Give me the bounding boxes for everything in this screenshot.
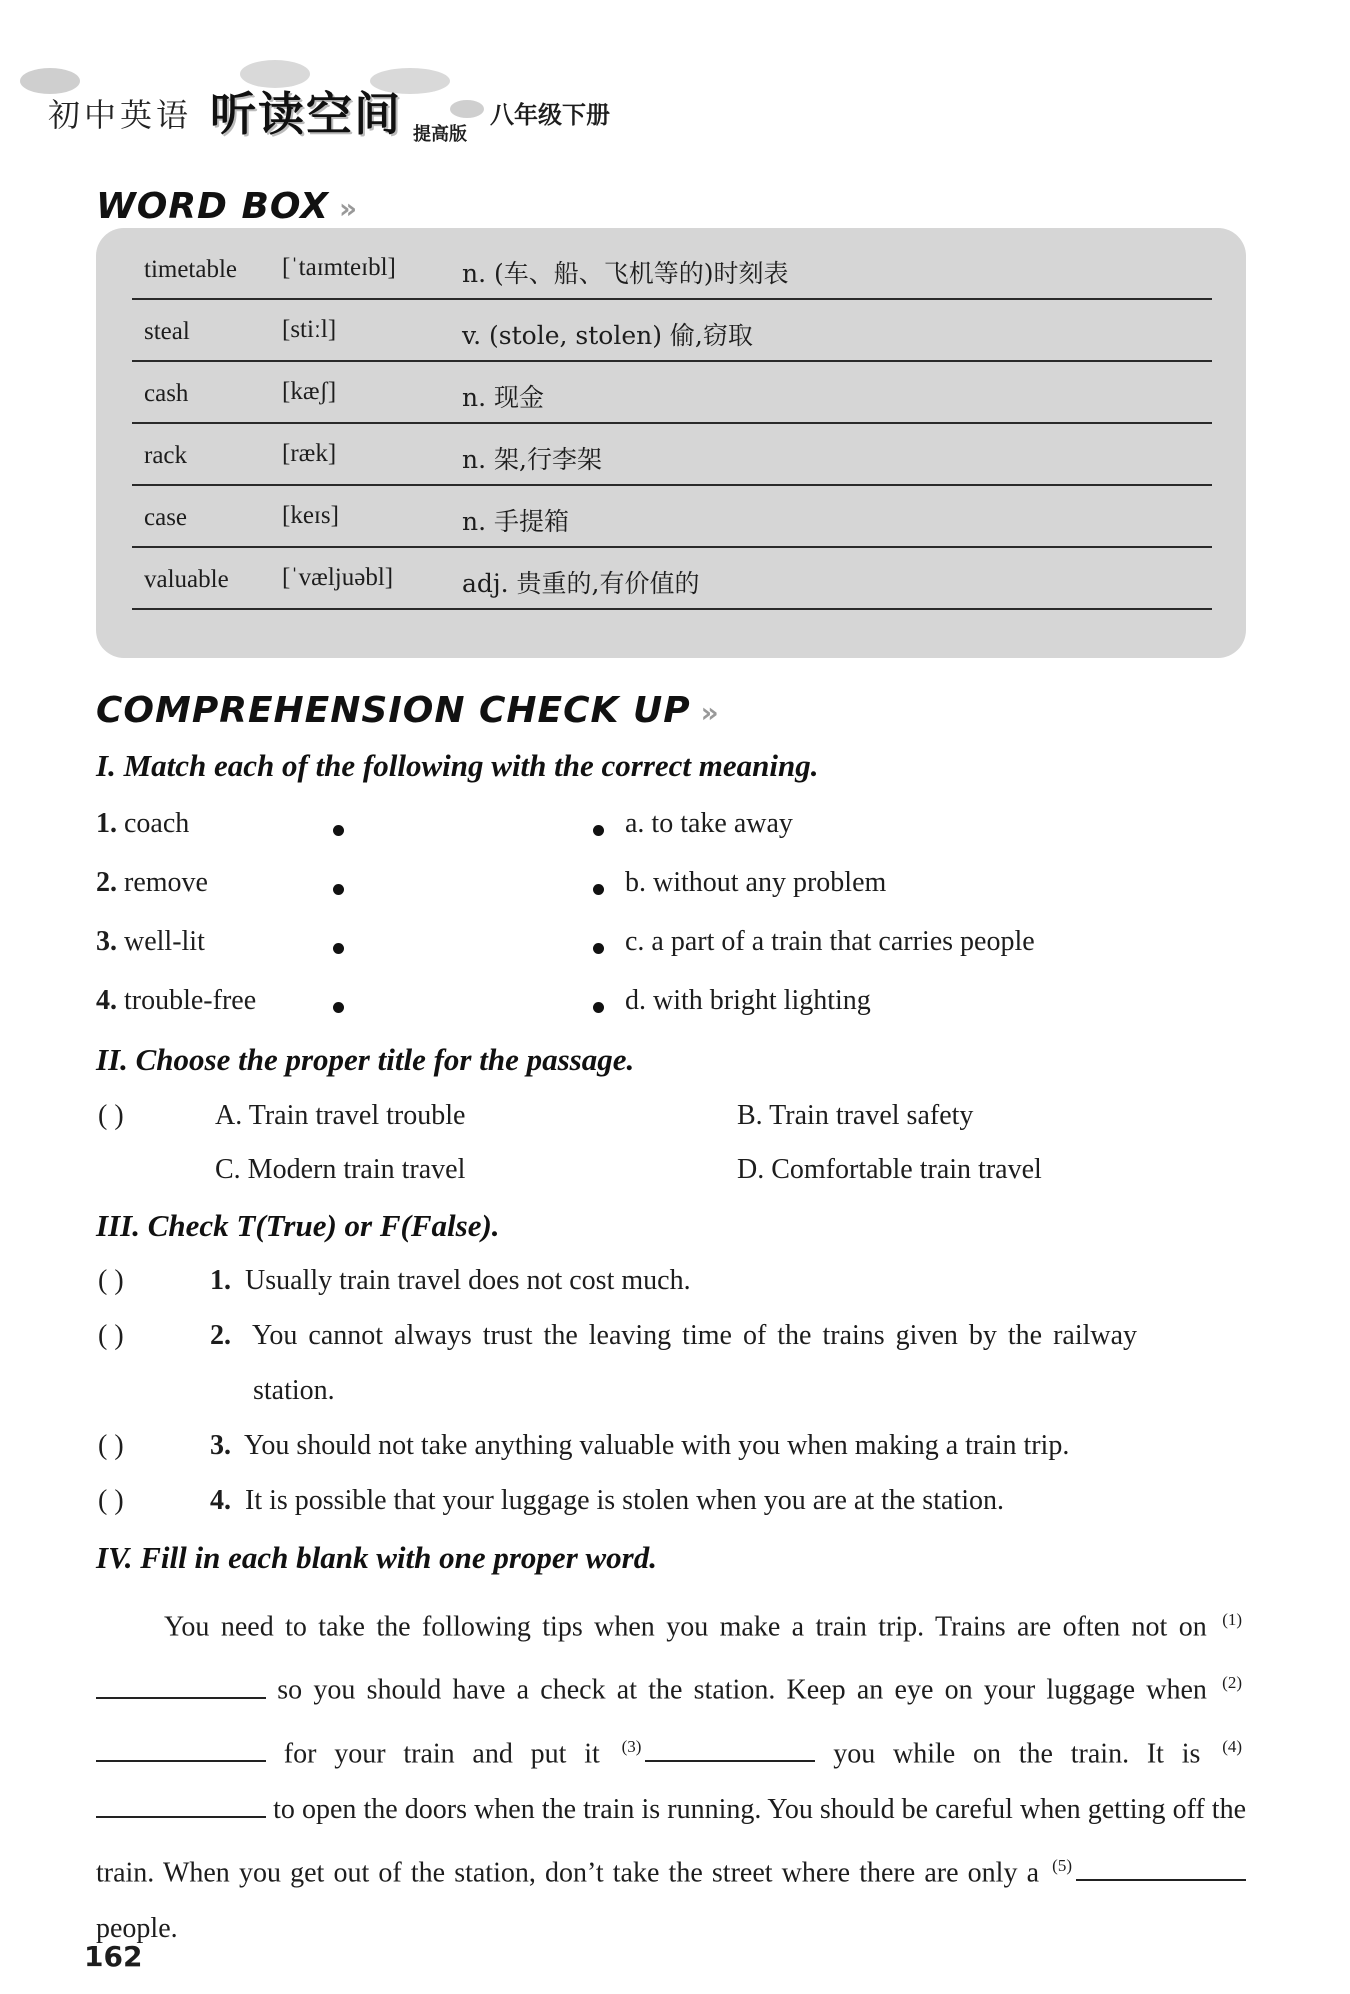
page-number: 162 xyxy=(84,1940,143,1973)
comprehension-heading-text: COMPREHENSION CHECK UP xyxy=(96,690,691,731)
answer-blank[interactable]: ( ) xyxy=(98,1100,124,1131)
part1-title: I. Match each of the following with the correct meaning. xyxy=(96,748,819,783)
edition-label: 提高版 xyxy=(413,124,467,145)
answer-blank[interactable]: ( ) xyxy=(98,1485,124,1516)
match-left-item xyxy=(96,867,208,899)
match-dot-left[interactable] xyxy=(333,943,344,954)
phonetic: [keɪs] xyxy=(282,502,339,529)
part2-title: II. Choose the proper title for the passage. xyxy=(96,1042,635,1077)
tf-statement-continued: station. xyxy=(253,1375,335,1406)
comprehension-heading xyxy=(96,690,720,731)
grade-label: 八年级下册 xyxy=(490,101,610,129)
match-dot-right[interactable] xyxy=(593,943,604,954)
part4-title: IV. Fill in each blank with one proper word. xyxy=(96,1540,657,1575)
item-text: well-lit xyxy=(124,926,205,957)
match-right-item: a. to take away xyxy=(625,808,793,839)
item-number: 3. xyxy=(96,926,117,957)
match-dot-left[interactable] xyxy=(333,884,344,895)
word: timetable xyxy=(144,256,238,283)
match-right-item: b. without any problem xyxy=(625,867,887,898)
item-text: coach xyxy=(124,808,190,839)
item-number: 3. xyxy=(210,1430,231,1461)
phonetic: [stiːl] xyxy=(282,316,337,343)
match-left-item xyxy=(96,808,189,840)
tf-statement xyxy=(210,1430,1069,1462)
blank-number: (1) xyxy=(1222,1610,1243,1629)
answer-blank[interactable]: ( ) xyxy=(98,1320,124,1351)
item-text: remove xyxy=(124,867,208,898)
fill-blank-5[interactable] xyxy=(1076,1849,1246,1881)
item-number: 2. xyxy=(96,867,117,898)
word: rack xyxy=(144,442,188,469)
cloud-decoration-icon xyxy=(450,100,484,118)
passage-text: to open the doors when the train is running. You should be careful when getting off the train. When you get out of the station, don’t take the street where there are only a xyxy=(96,1793,1246,1889)
passage-text: so you should have a check at the station. Keep an eye on your luggage when xyxy=(277,1674,1207,1706)
passage-text: people. xyxy=(96,1913,178,1945)
option-a: A. Train travel trouble xyxy=(215,1100,466,1131)
match-left-item xyxy=(96,985,256,1017)
series-title: 初中英语 xyxy=(48,96,193,134)
item-number: 4. xyxy=(96,985,117,1016)
cloze-passage xyxy=(96,1592,1246,1957)
definition: n. 现金 xyxy=(462,383,544,412)
answer-blank[interactable]: ( ) xyxy=(98,1430,124,1461)
item-number: 1. xyxy=(210,1265,231,1296)
word-row xyxy=(132,298,1212,362)
brand-title: 听读空间 xyxy=(210,87,402,141)
tf-statement xyxy=(210,1485,1004,1517)
item-number: 2. xyxy=(210,1320,231,1351)
word: steal xyxy=(144,318,190,345)
word-row xyxy=(132,236,1212,300)
definition: n. 手提箱 xyxy=(462,507,569,536)
phonetic: [ræk] xyxy=(282,440,337,467)
item-text: It is possible that your luggage is stolen when you are at the station. xyxy=(245,1485,1004,1516)
blank-number: (2) xyxy=(1222,1673,1242,1693)
page-header xyxy=(20,60,720,150)
word: cash xyxy=(144,380,189,407)
tf-statement xyxy=(210,1265,691,1297)
word-row xyxy=(132,484,1212,548)
blank-number: (5) xyxy=(1052,1855,1072,1875)
double-chevron-icon: » xyxy=(338,192,359,225)
phonetic: [kæʃ] xyxy=(282,378,337,405)
word-box xyxy=(96,228,1246,658)
item-text: Usually train travel does not cost much. xyxy=(245,1265,691,1296)
word-row xyxy=(132,422,1212,486)
definition: adj. 贵重的,有价值的 xyxy=(462,569,700,598)
definition: v. (stole, stolen) 偷,窃取 xyxy=(462,321,753,350)
match-dot-right[interactable] xyxy=(593,884,604,895)
match-dot-left[interactable] xyxy=(333,825,344,836)
option-b: B. Train travel safety xyxy=(737,1100,974,1131)
phonetic: [ˈvæljuəbl] xyxy=(282,564,394,591)
option-c: C. Modern train travel xyxy=(215,1154,466,1185)
fill-blank-4[interactable] xyxy=(96,1786,266,1818)
phonetic: [ˈtaɪmteɪbl] xyxy=(282,254,396,281)
definition: n. 架,行李架 xyxy=(462,445,602,474)
item-number: 4. xyxy=(210,1485,231,1516)
fill-blank-3[interactable] xyxy=(645,1730,815,1762)
word: case xyxy=(144,504,188,531)
item-text: trouble-free xyxy=(124,985,257,1016)
passage-text: You need to take the following tips when you make a train trip. Trains are often not on xyxy=(164,1611,1207,1643)
passage-text: you while on the train. It is xyxy=(833,1737,1201,1769)
answer-blank[interactable]: ( ) xyxy=(98,1265,124,1296)
option-d: D. Comfortable train travel xyxy=(737,1154,1042,1185)
definition: n. (车、船、飞机等的)时刻表 xyxy=(462,259,789,288)
double-chevron-icon: » xyxy=(700,696,720,729)
match-dot-right[interactable] xyxy=(593,825,604,836)
item-text: You cannot always trust the leaving time of the trains given by the railway xyxy=(251,1320,1138,1351)
part3-title: III. Check T(True) or F(False). xyxy=(96,1208,500,1243)
match-dot-left[interactable] xyxy=(333,1002,344,1013)
match-left-item xyxy=(96,926,205,958)
word: valuable xyxy=(144,566,229,593)
passage-text: for your train and put it xyxy=(283,1737,600,1769)
word-box-heading xyxy=(96,186,358,227)
word-row xyxy=(132,546,1212,610)
tf-statement xyxy=(210,1320,1137,1352)
match-dot-right[interactable] xyxy=(593,1002,604,1013)
fill-blank-1[interactable] xyxy=(96,1667,266,1699)
word-box-heading-text: WORD BOX xyxy=(96,186,329,227)
fill-blank-2[interactable] xyxy=(96,1730,266,1762)
item-text: You should not take anything valuable with you when making a train trip. xyxy=(243,1430,1070,1461)
item-number: 1. xyxy=(96,808,117,839)
match-right-item: c. a part of a train that carries people xyxy=(625,926,1035,957)
blank-number: (4) xyxy=(1222,1736,1243,1756)
blank-number: (3) xyxy=(621,1736,642,1756)
word-row xyxy=(132,360,1212,424)
match-right-item: d. with bright lighting xyxy=(625,985,871,1016)
